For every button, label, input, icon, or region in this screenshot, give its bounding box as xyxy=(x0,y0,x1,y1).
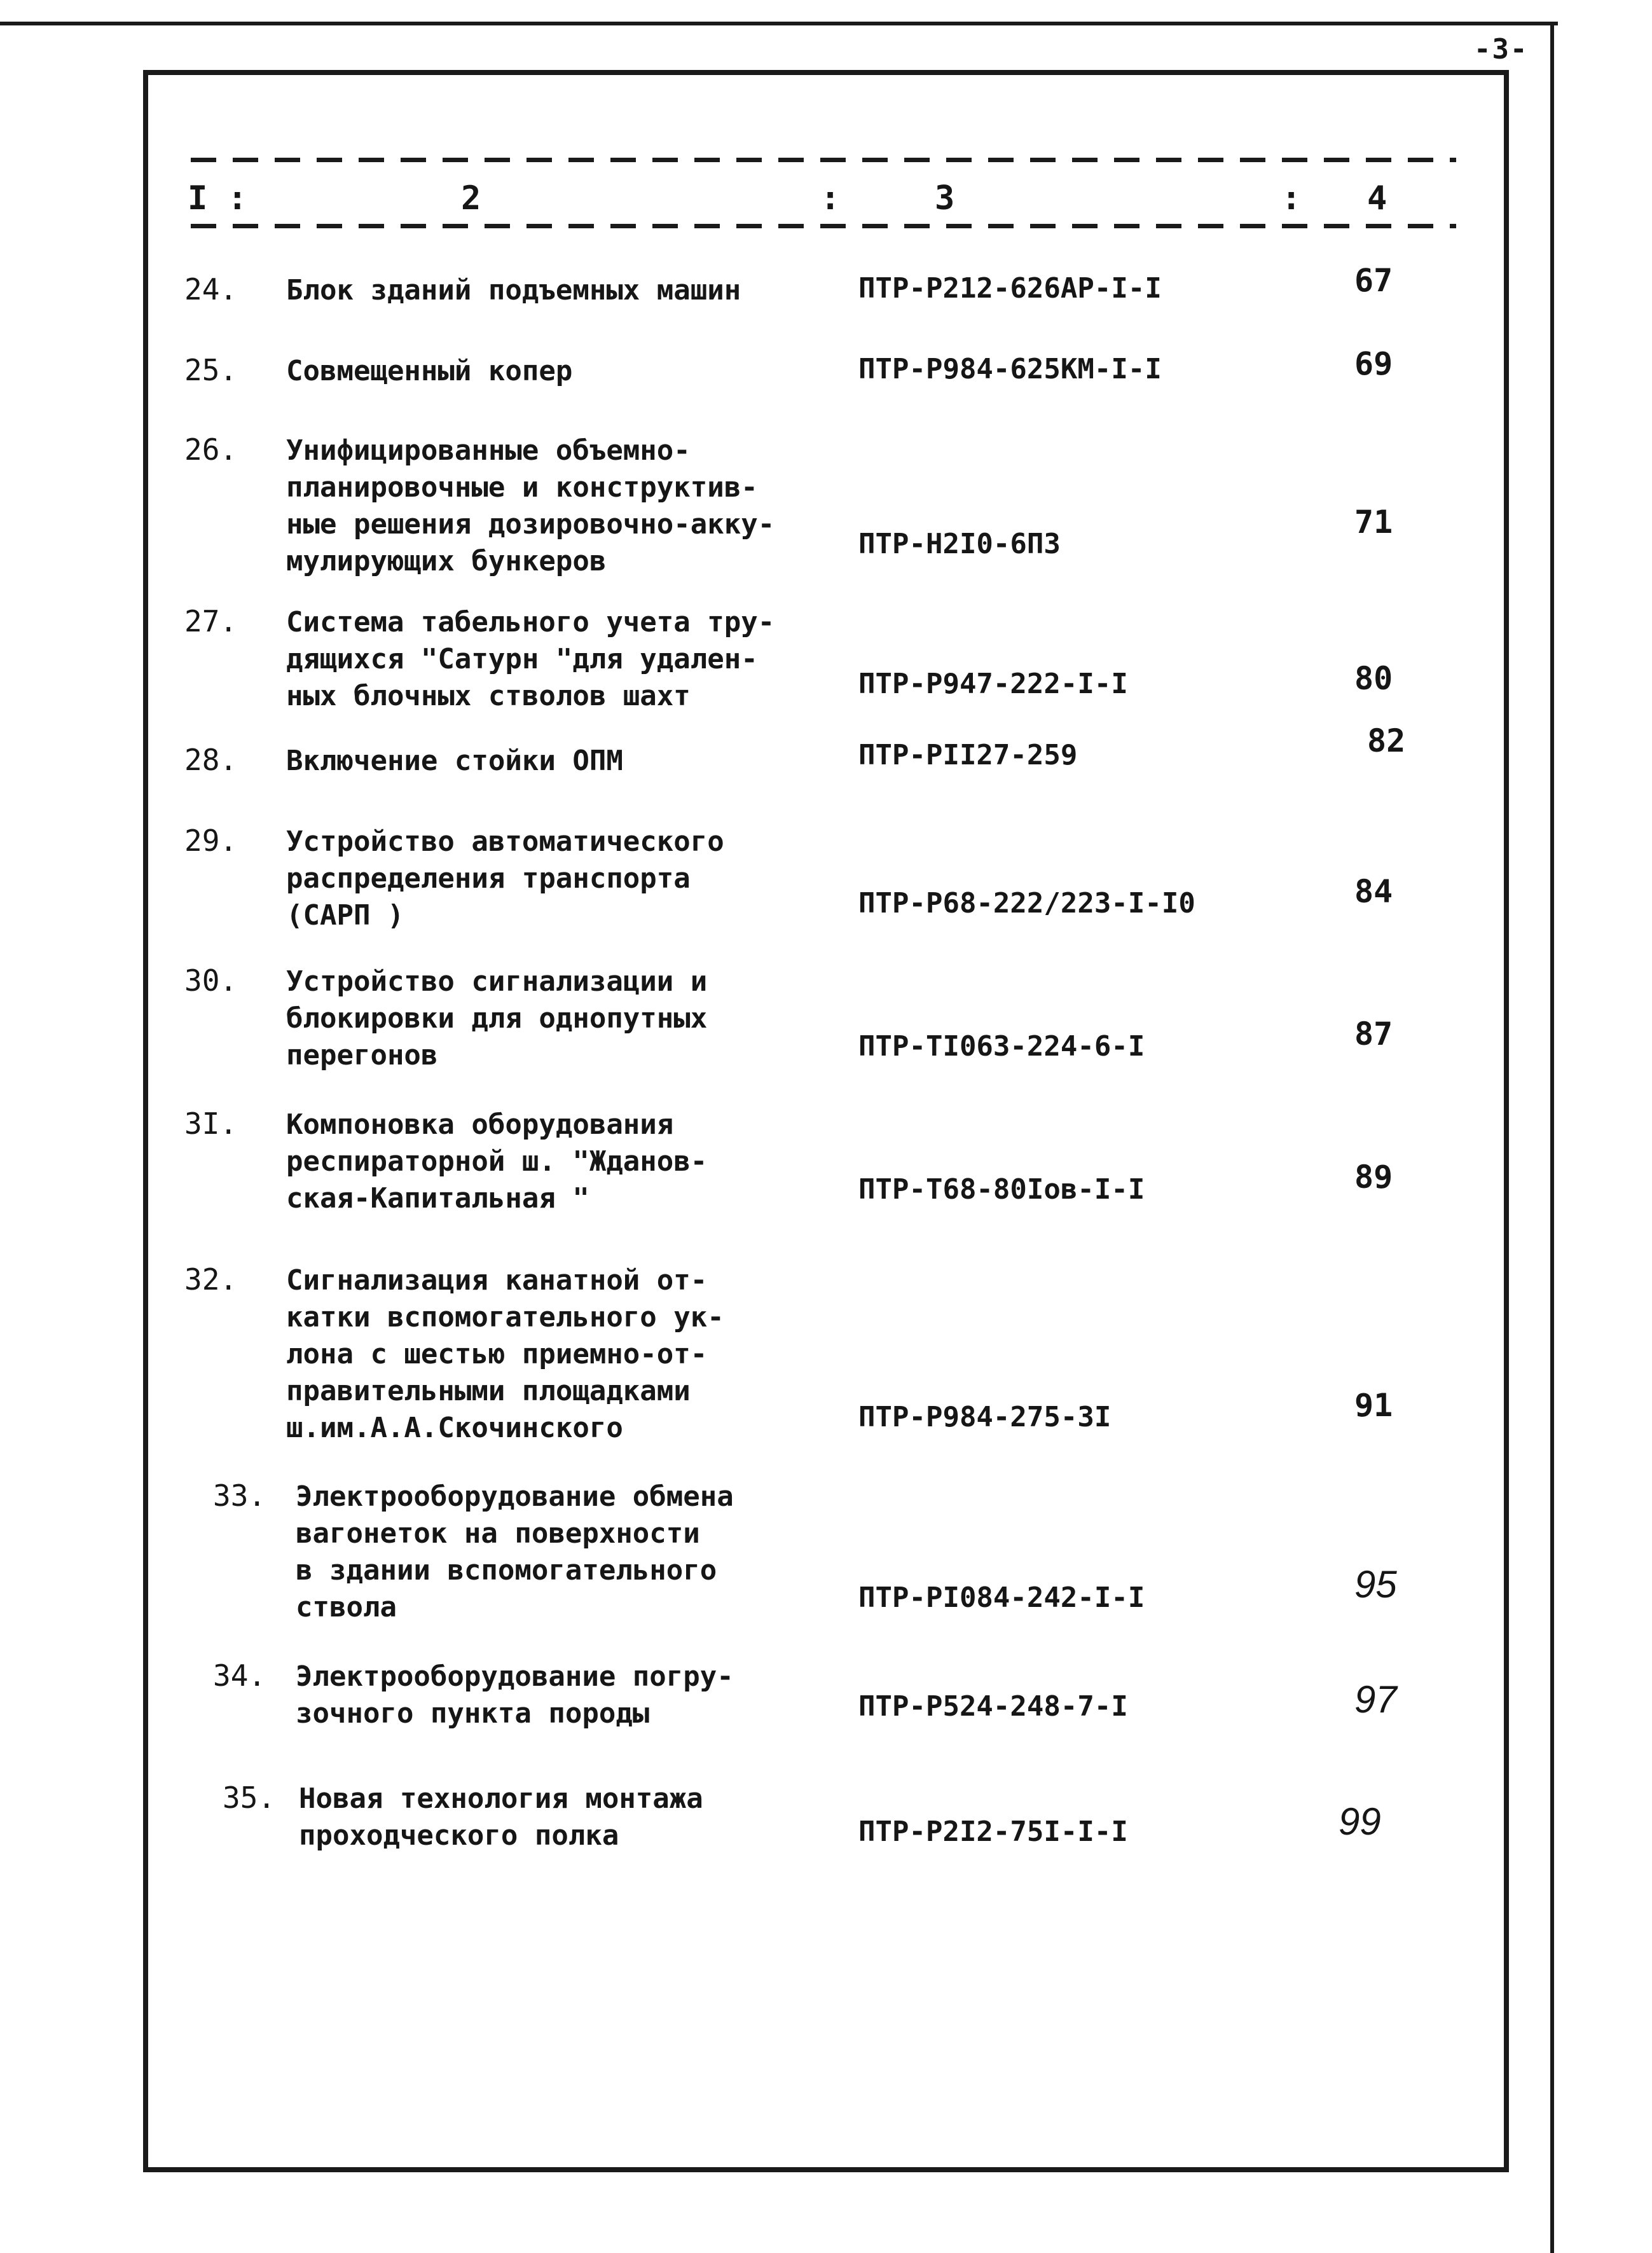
row-number: 34. xyxy=(213,1658,266,1693)
row-page: 89 xyxy=(1354,1159,1393,1195)
title-line: ных блочных стволов шахт xyxy=(286,680,691,712)
row-page: 71 xyxy=(1354,504,1393,541)
row-title xyxy=(286,1262,858,1447)
row-number: 32. xyxy=(184,1262,238,1297)
row-number: 29. xyxy=(184,823,238,858)
page-number: -3- xyxy=(1474,33,1529,65)
title-line: перегонов xyxy=(286,1039,438,1071)
row-code: ПТР-Р68-222/223-І-І0 xyxy=(858,887,1195,920)
title-line: Устройство сигнализации и xyxy=(286,965,708,998)
header-col2: 2 xyxy=(461,179,481,217)
row-title xyxy=(286,963,858,1074)
header-sep1: : xyxy=(820,179,841,217)
row-code: ПТР-Р984-275-3І xyxy=(858,1401,1112,1433)
row-title xyxy=(286,432,858,580)
row-title xyxy=(296,1658,868,1732)
header-col1: I : xyxy=(188,179,247,217)
row-number: 26. xyxy=(184,432,238,467)
row-page: 69 xyxy=(1354,345,1393,382)
title-line: ные решения дозировочно-акку- xyxy=(286,508,775,541)
title-line: ская-Капитальная " xyxy=(286,1182,589,1215)
header-col4: 4 xyxy=(1367,179,1387,217)
row-page: 82 xyxy=(1367,722,1406,759)
row-title xyxy=(296,1478,868,1626)
row-code: ПТР-ТІ063-224-6-І xyxy=(858,1030,1145,1063)
header-col3: 3 xyxy=(935,179,955,217)
right-edge-rule xyxy=(1550,22,1554,2253)
title-line: респираторной ш. "Жданов- xyxy=(286,1145,708,1178)
row-page: 67 xyxy=(1354,262,1393,299)
header-bottom-dashed-rule xyxy=(191,224,1456,228)
row-page: 99 xyxy=(1339,1800,1381,1843)
row-title xyxy=(286,1106,858,1217)
row-code: ПТР-Р984-625КМ-І-І xyxy=(858,353,1162,385)
title-line: ствола xyxy=(296,1591,397,1623)
title-line: Компоновка оборудования xyxy=(286,1108,674,1141)
title-line: планировочные и конструктив- xyxy=(286,471,758,504)
row-title xyxy=(286,604,858,715)
title-line: дящихся "Сатурн "для удален- xyxy=(286,643,758,675)
row-code: ПТР-РІІ27-259 xyxy=(858,739,1078,771)
title-line: вагонеток на поверхности xyxy=(296,1517,700,1550)
title-line: Блок зданий подъемных машин xyxy=(286,274,741,307)
row-code: ПТР-РІ084-242-І-І xyxy=(858,1581,1145,1614)
row-code: ПТР-Р947-222-І-І xyxy=(858,668,1128,700)
title-line: проходческого полка xyxy=(299,1819,619,1852)
row-page: 84 xyxy=(1354,873,1393,910)
title-line: (САРП ) xyxy=(286,899,404,932)
row-number: 35. xyxy=(223,1781,276,1815)
header-sep2: : xyxy=(1281,179,1302,217)
row-code: ПТР-Р524-248-7-І xyxy=(858,1690,1128,1723)
row-number: 30. xyxy=(184,963,238,998)
row-code: ПТР-Т68-80Іов-І-І xyxy=(858,1173,1145,1206)
title-line: Система табельного учета тру- xyxy=(286,606,775,638)
title-line: в здании вспомогательного xyxy=(296,1554,717,1587)
row-page: 87 xyxy=(1354,1016,1393,1052)
row-page: 95 xyxy=(1354,1563,1397,1606)
row-title xyxy=(286,272,858,309)
title-line: Электрооборудование обмена xyxy=(296,1480,734,1513)
row-title xyxy=(286,823,858,934)
title-line: Устройство автоматического xyxy=(286,825,724,858)
title-line: Электрооборудование погру- xyxy=(296,1660,734,1693)
title-line: Сигнализация канатной от- xyxy=(286,1264,708,1297)
title-line: Включение стойки ОПМ xyxy=(286,745,623,777)
row-number: 28. xyxy=(184,743,238,777)
title-line: правительными площадками xyxy=(286,1375,691,1407)
header-top-dashed-rule xyxy=(191,158,1456,162)
title-line: Унифицированные объемно- xyxy=(286,434,691,467)
row-code: ПТР-Р212-626АР-І-І xyxy=(858,272,1162,305)
row-page: 91 xyxy=(1354,1387,1393,1424)
title-line: зочного пункта породы xyxy=(296,1697,650,1730)
row-code: ПТР-Р2І2-75І-І-І xyxy=(858,1815,1128,1848)
title-line: распределения транспорта xyxy=(286,862,691,895)
row-number: 3І. xyxy=(184,1106,238,1141)
title-line: Совмещенный копер xyxy=(286,355,573,387)
row-number: 33. xyxy=(213,1478,266,1513)
row-title xyxy=(286,743,858,780)
row-number: 27. xyxy=(184,604,238,638)
title-line: мулирующих бункеров xyxy=(286,545,607,577)
row-title xyxy=(299,1781,871,1854)
title-line: лона с шестью приемно-от- xyxy=(286,1338,708,1370)
row-number: 24. xyxy=(184,272,238,307)
row-page: 97 xyxy=(1354,1678,1397,1721)
title-line: ш.им.А.А.Скочинского xyxy=(286,1412,623,1444)
row-title xyxy=(286,353,858,390)
row-code: ПТР-Н2І0-6ПЗ xyxy=(858,528,1061,560)
top-edge-rule xyxy=(0,22,1558,25)
row-page: 80 xyxy=(1354,660,1393,697)
row-number: 25. xyxy=(184,353,238,387)
title-line: блокировки для однопутных xyxy=(286,1002,708,1035)
title-line: катки вспомогательного ук- xyxy=(286,1301,724,1333)
title-line: Новая технология монтажа xyxy=(299,1782,703,1815)
